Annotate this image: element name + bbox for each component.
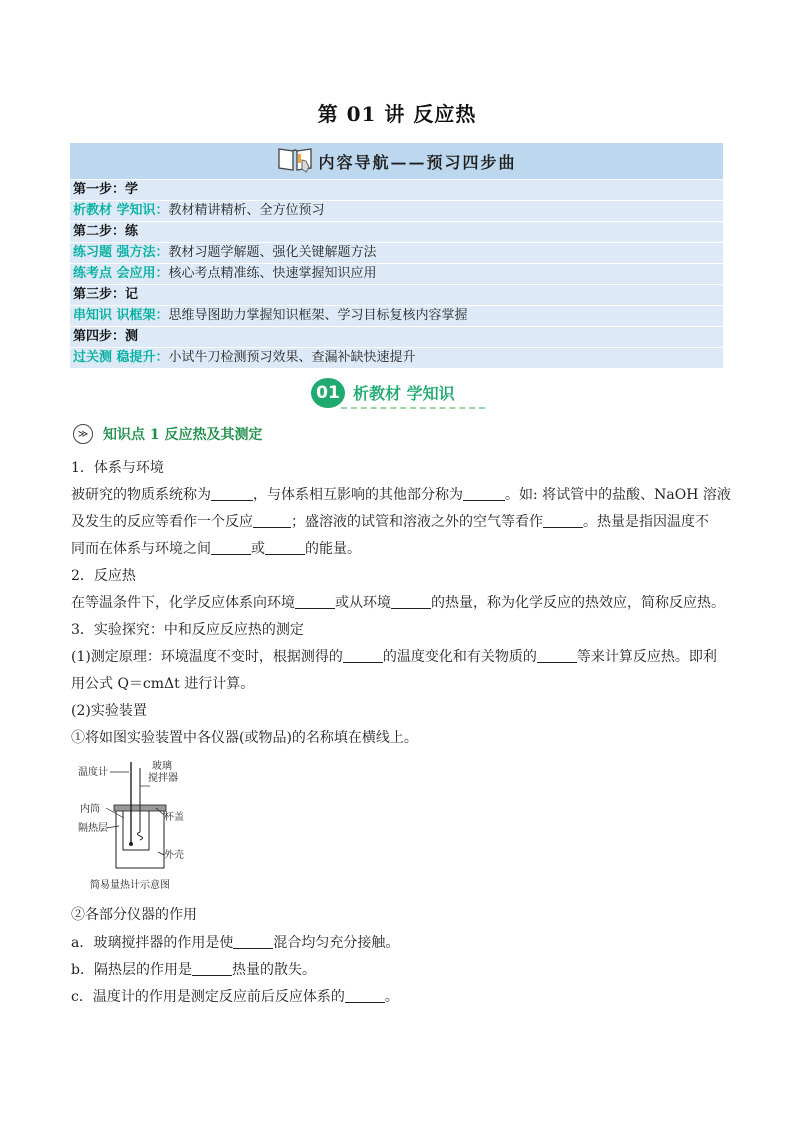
nav-row-step2 — [70, 222, 723, 243]
text: 的温度变化和有关物质的 — [382, 649, 537, 665]
double-chevron-icon: ≫ — [73, 424, 93, 444]
section-number: 01 — [311, 378, 345, 408]
heading-functions: ②各部分仪器的作用 — [71, 907, 197, 923]
fill-blank — [391, 594, 431, 609]
label-stirrer-1: 玻璃 — [152, 761, 172, 772]
nav-row-step1 — [70, 180, 723, 201]
section-underline — [341, 407, 485, 409]
fill-blank — [192, 961, 232, 976]
text: ；盛溶液的试管和溶液之外的空气等看作 — [291, 514, 543, 530]
fill-blank — [343, 648, 383, 663]
nav-desc: 教材精讲精析、全方位预习 — [168, 203, 325, 218]
paragraph — [71, 511, 709, 531]
paragraph — [71, 484, 731, 504]
nav-key: 析教材 学知识： — [73, 203, 169, 218]
paragraph — [71, 932, 399, 952]
text: 。热量是指因温度不 — [583, 514, 709, 530]
text: 在等温条件下，化学反应体系向环境 — [71, 595, 295, 611]
nav-row — [70, 243, 723, 264]
diagram-caption: 简易量热计示意图 — [90, 880, 170, 891]
text: 被研究的物质系统称为 — [71, 487, 211, 503]
section-label: 析教材 学知识 — [353, 384, 455, 403]
label-shell: 外壳 — [164, 850, 184, 861]
section-badge — [311, 376, 485, 410]
step-label: 第一步：学 — [73, 182, 139, 197]
fill-blank — [253, 513, 291, 528]
text: a．玻璃搅拌器的作用是使 — [71, 935, 234, 951]
fill-blank — [265, 540, 305, 555]
text: ，与体系相互影响的其他部分称为 — [253, 487, 463, 503]
label-thermometer: 温度计 — [78, 767, 108, 778]
calorimeter-diagram — [78, 760, 198, 895]
nav-row — [70, 348, 723, 369]
fill-blank — [295, 594, 335, 609]
heading-system-environment: 1．体系与环境 — [71, 460, 164, 476]
fill-blank — [543, 513, 583, 528]
page-title: 第 01 讲 反应热 — [317, 102, 477, 126]
nav-row — [70, 264, 723, 285]
text: (1)测定原理：环境温度不变时，根据测得的 — [71, 649, 343, 665]
nav-key: 练习题 强方法： — [73, 245, 169, 260]
fill-blank — [211, 540, 251, 555]
text: 的能量。 — [305, 541, 361, 557]
nav-desc: 核心考点精准练、快速掌握知识应用 — [168, 266, 377, 281]
label-lid: 杯盖 — [164, 812, 184, 823]
text: 等来计算反应热。即利 — [576, 649, 717, 665]
step-label: 第三步：记 — [73, 287, 139, 302]
nav-row-step3 — [70, 285, 723, 306]
text: c．温度计的作用是测定反应前后反应体系的 — [71, 989, 345, 1005]
nav-desc: 小试牛刀检测预习效果、查漏补缺快速提升 — [168, 350, 416, 365]
nav-row-step4 — [70, 327, 723, 348]
step-label: 第四步：测 — [73, 329, 139, 344]
text: 。如: 将试管中的盐酸、NaOH 溶液 — [505, 487, 731, 503]
nav-header — [70, 143, 723, 180]
book-icon — [276, 145, 314, 177]
heading-experiment: 3．实验探究：中和反应反应热的测定 — [71, 622, 304, 638]
paragraph — [71, 646, 717, 666]
text: 或从环境 — [335, 595, 391, 611]
fill-blank — [233, 934, 273, 949]
text: 。 — [384, 989, 399, 1005]
nav-key: 串知识 识框架： — [73, 308, 169, 323]
nav-key: 过关测 稳提升： — [73, 350, 169, 365]
knowledge-point-title — [73, 424, 263, 444]
text: 热量的散失。 — [231, 962, 316, 978]
text: 混合均匀充分接触。 — [273, 935, 400, 951]
knowledge-point-text: 知识点 1 反应热及其测定 — [103, 427, 263, 443]
label-stirrer-2: 搅拌器 — [148, 773, 178, 784]
nav-header-text: 内容导航——预习四步曲 — [318, 152, 517, 172]
paragraph — [71, 986, 399, 1006]
nav-row — [70, 201, 723, 222]
nav-key: 练考点 会应用： — [73, 266, 169, 281]
fill-blank — [345, 988, 385, 1003]
step-label: 第二步：练 — [73, 224, 139, 239]
heading-apparatus: (2)实验装置 — [71, 703, 147, 719]
heading-reaction-heat: 2．反应热 — [71, 568, 136, 584]
instruction: ①将如图实验装置中各仪器(或物品)的名称填在横线上。 — [71, 730, 418, 746]
formula-line: 用公式 Q＝cmΔt 进行计算。 — [71, 676, 255, 692]
nav-row — [70, 306, 723, 327]
fill-blank — [537, 648, 577, 663]
nav-table — [70, 143, 723, 369]
paragraph — [71, 592, 725, 612]
nav-desc: 教材习题学解题、强化关键解题方法 — [168, 245, 377, 260]
label-insulation: 隔热层 — [78, 823, 108, 834]
text: 同而在体系与环境之间 — [71, 541, 211, 557]
paragraph — [71, 959, 316, 979]
label-inner: 内筒 — [80, 804, 100, 815]
fill-blank — [463, 486, 505, 501]
paragraph — [71, 538, 361, 558]
text: 及发生的反应等看作一个反应 — [71, 514, 253, 530]
text: 的热量，称为化学反应的热效应，简称反应热。 — [431, 595, 725, 611]
fill-blank — [211, 486, 253, 501]
nav-desc: 思维导图助力掌握知识框架、学习目标复核内容掌握 — [168, 308, 468, 323]
text: 或 — [251, 541, 265, 557]
text: b．隔热层的作用是 — [71, 962, 192, 978]
